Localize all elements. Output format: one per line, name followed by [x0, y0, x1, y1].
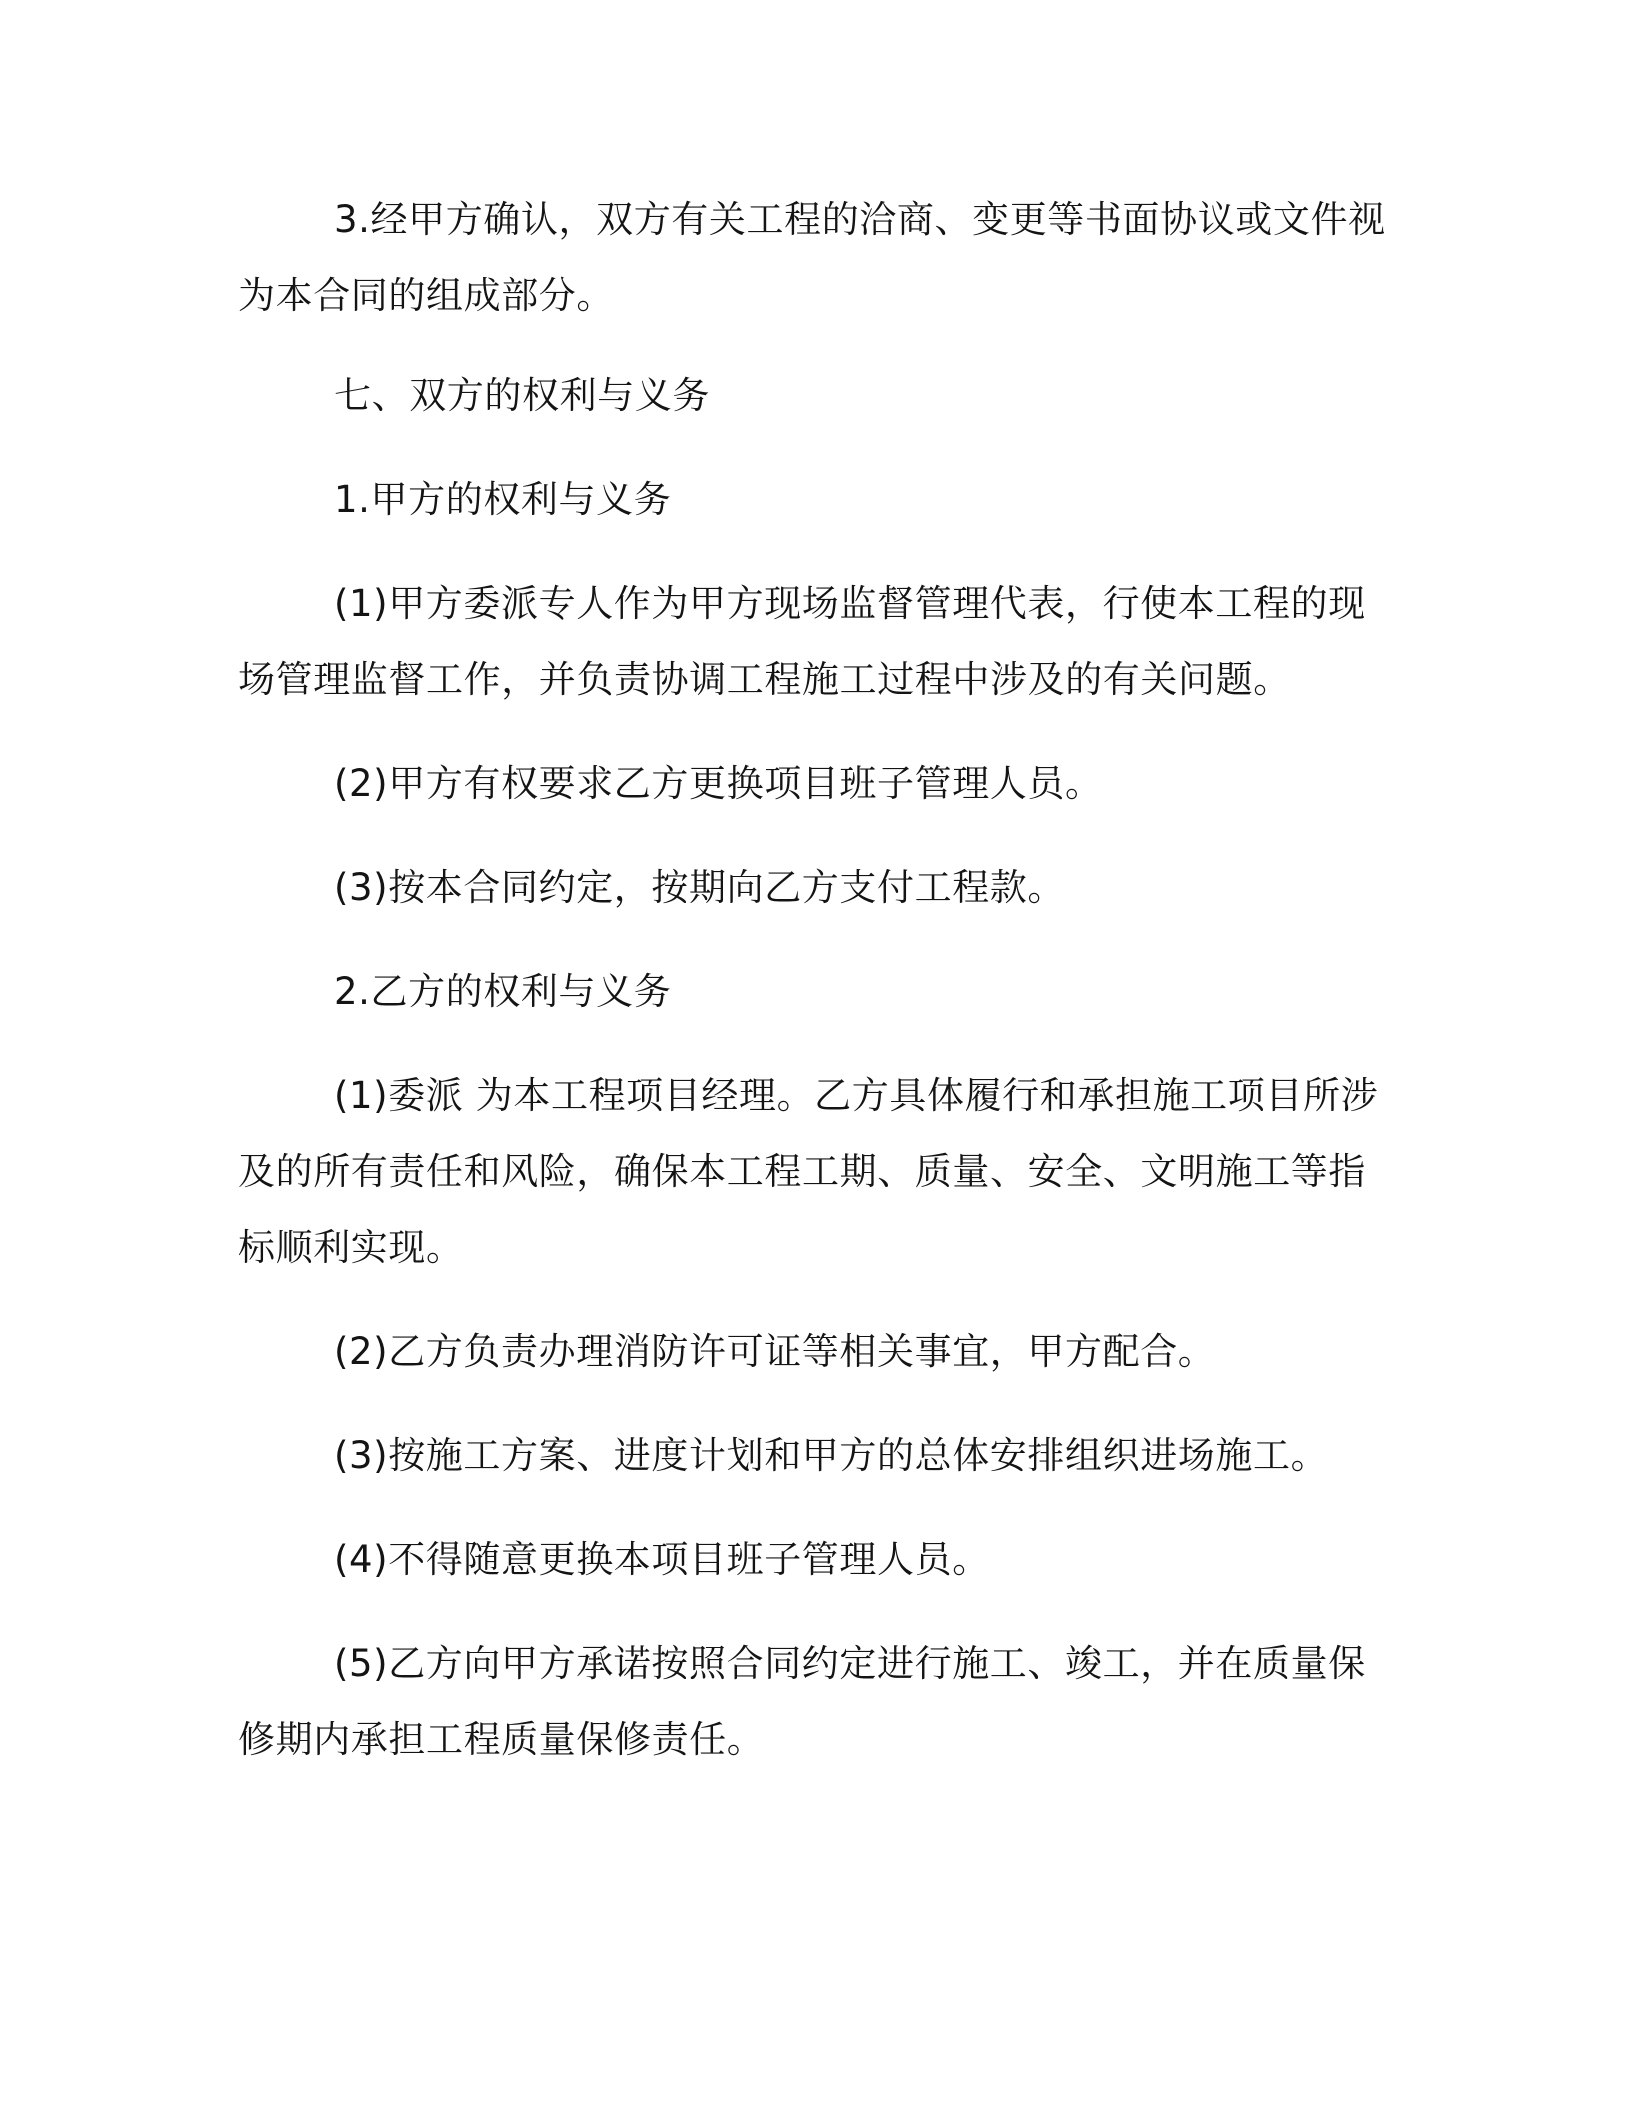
- party-b-item-4: (4)不得随意更换本项目班子管理人员。: [334, 1538, 990, 1581]
- party-b-item-2: (2)乙方负责办理消防许可证等相关事宜，甲方配合。: [334, 1330, 1216, 1373]
- party-a-item-1-line-2: 场管理监督工作，并负责协调工程施工过程中涉及的有关问题。: [238, 658, 1291, 701]
- clause-3-line-2: 为本合同的组成部分。: [238, 274, 614, 317]
- party-a-item-2: (2)甲方有权要求乙方更换项目班子管理人员。: [334, 762, 1103, 805]
- party-a-heading: 1.甲方的权利与义务: [334, 478, 672, 521]
- party-b-item-1-line-3: 标顺利实现。: [238, 1226, 464, 1269]
- party-b-heading: 2.乙方的权利与义务: [334, 970, 672, 1013]
- party-b-item-3: (3)按施工方案、进度计划和甲方的总体安排组织进场施工。: [334, 1434, 1329, 1477]
- party-a-item-1-line-1: (1)甲方委派专人作为甲方现场监督管理代表，行使本工程的现: [334, 582, 1366, 625]
- section-7-heading: 七、双方的权利与义务: [334, 374, 710, 417]
- party-a-item-3: (3)按本合同约定，按期向乙方支付工程款。: [334, 866, 1066, 909]
- party-b-item-1-line-1: (1)委派 为本工程项目经理。乙方具体履行和承担施工项目所涉: [334, 1074, 1379, 1117]
- clause-3-line-1: 3.经甲方确认，双方有关工程的洽商、变更等书面协议或文件视: [334, 198, 1386, 241]
- party-b-item-1-line-2: 及的所有责任和风险，确保本工程工期、质量、安全、文明施工等指: [238, 1150, 1366, 1193]
- party-b-item-5-line-2: 修期内承担工程质量保修责任。: [238, 1718, 765, 1761]
- party-b-item-5-line-1: (5)乙方向甲方承诺按照合同约定进行施工、竣工，并在质量保: [334, 1642, 1366, 1685]
